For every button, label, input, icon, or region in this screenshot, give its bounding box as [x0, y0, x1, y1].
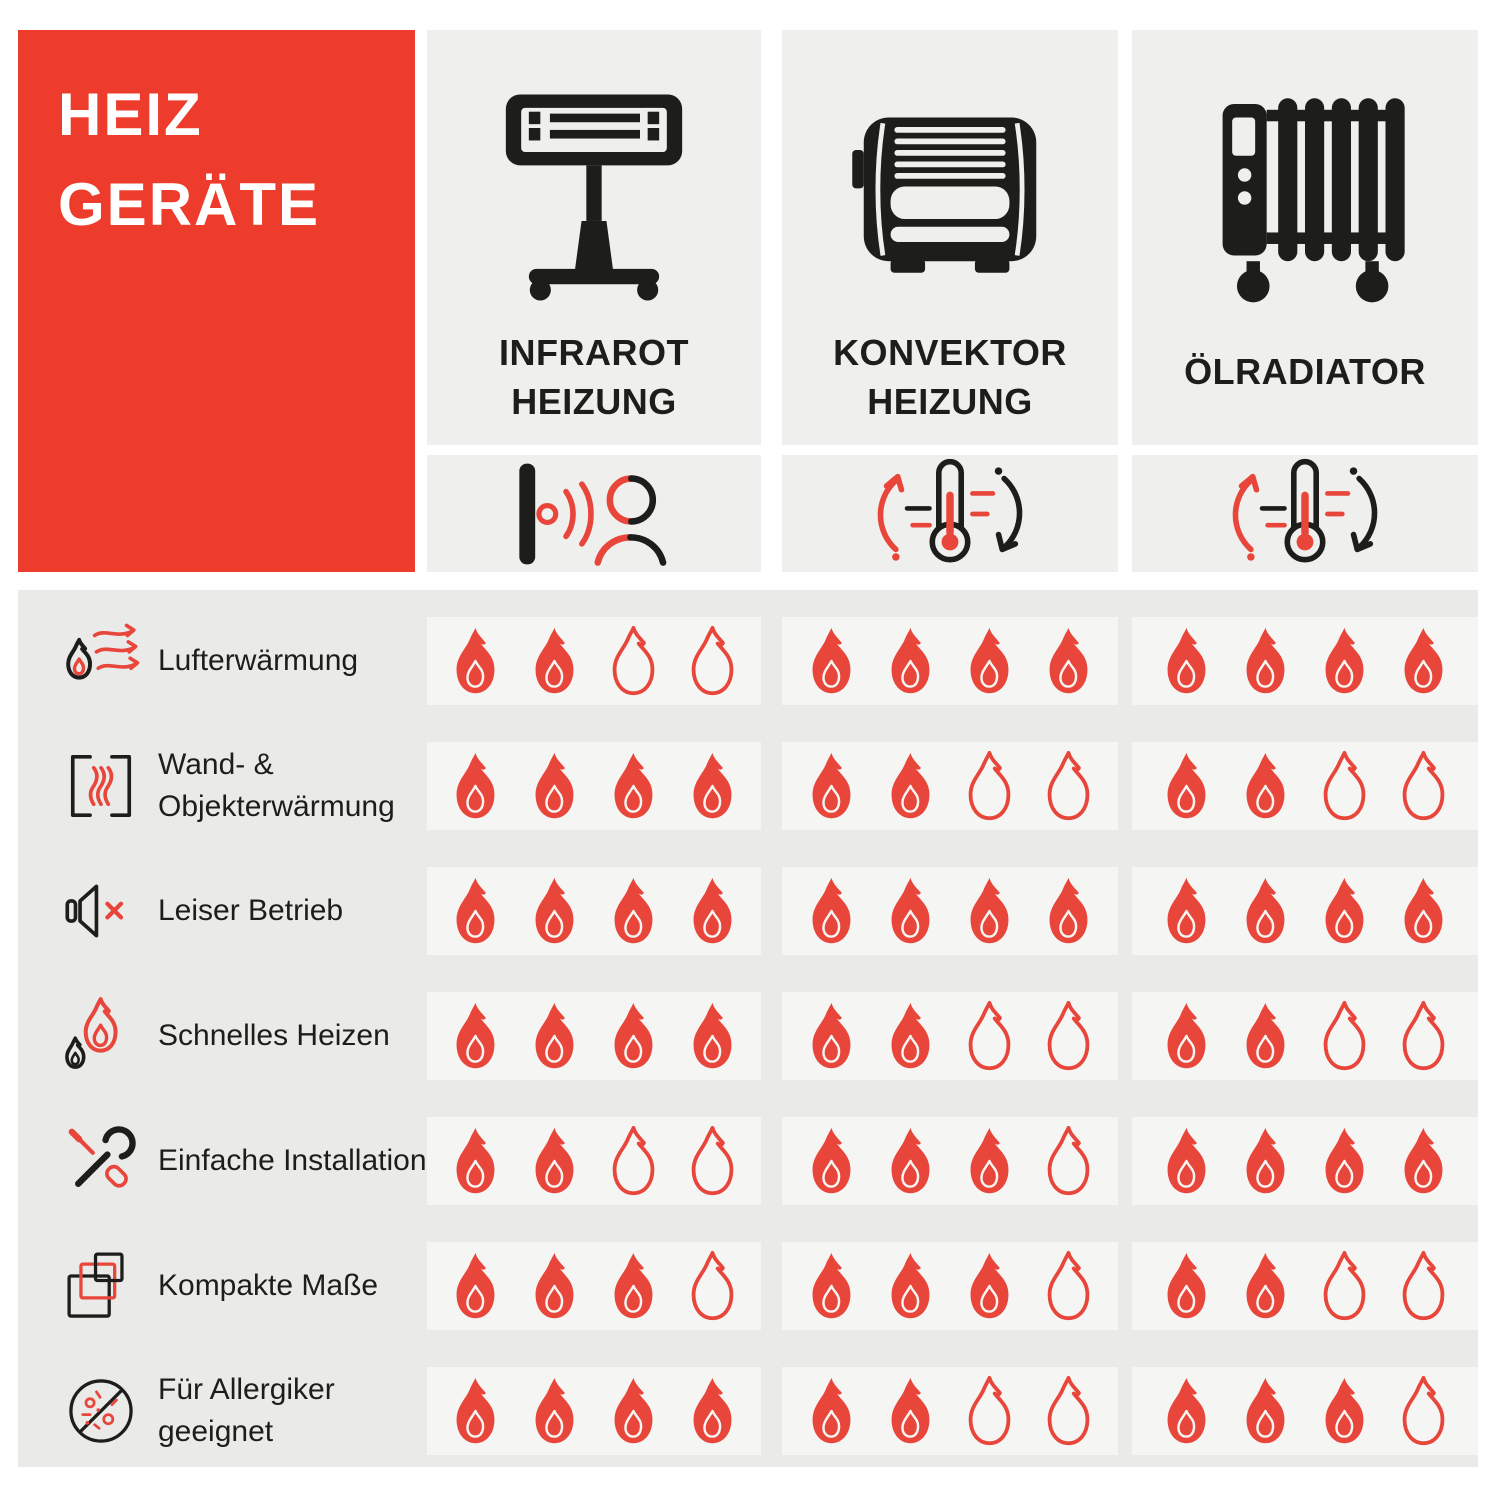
page-title-line1: HEIZ [58, 81, 203, 148]
flame-outline-icon [961, 1000, 1018, 1072]
flame-filled-icon [684, 1000, 741, 1072]
feature-row [18, 1242, 1478, 1330]
flame-filled-icon [1040, 625, 1097, 697]
rating-cell-konvektor [782, 1242, 1118, 1330]
flame-filled-icon [605, 1375, 662, 1447]
flame-outline-icon [1395, 1000, 1452, 1072]
flame-outline-icon [1040, 1000, 1097, 1072]
rating-cell-konvektor [782, 617, 1118, 705]
column-header-infrarotheizung [427, 30, 761, 445]
flame-filled-icon [526, 1000, 583, 1072]
flame-filled-icon [447, 1000, 504, 1072]
flame-outline-icon [605, 625, 662, 697]
rating-cell-oelradiator [1132, 617, 1478, 705]
wall-object-heating-icon [60, 745, 142, 827]
flame-filled-icon [605, 750, 662, 822]
quiet-operation-icon [60, 870, 142, 952]
rating-cell-oelradiator [1132, 1117, 1478, 1205]
rating-cell-konvektor [782, 992, 1118, 1080]
feature-row [18, 1367, 1478, 1455]
flame-filled-icon [1158, 750, 1215, 822]
air-heating-icon [60, 620, 142, 702]
principle-panel-konvektor [782, 455, 1118, 572]
flame-filled-icon [605, 1000, 662, 1072]
rating-cell-infrarot [427, 1242, 761, 1330]
flame-filled-icon [605, 875, 662, 947]
flame-filled-icon [1237, 1000, 1294, 1072]
column-title-line1: ÖLRADIATOR [1184, 351, 1426, 393]
flame-filled-icon [803, 1250, 860, 1322]
rating-cell-konvektor [782, 867, 1118, 955]
compact-size-icon [60, 1245, 142, 1327]
column-title [427, 328, 761, 427]
feature-label [158, 890, 343, 932]
flame-filled-icon [882, 625, 939, 697]
flame-filled-icon [803, 1375, 860, 1447]
column-title-line2: HEIZUNG [511, 381, 677, 423]
flame-filled-icon [1237, 1250, 1294, 1322]
feature-rows [18, 590, 1478, 1455]
flame-filled-icon [1237, 1375, 1294, 1447]
flame-outline-icon [1040, 1125, 1097, 1197]
feature-row [18, 1117, 1478, 1205]
feature-label [158, 1140, 427, 1182]
flame-filled-icon [1158, 1125, 1215, 1197]
flame-filled-icon [882, 1125, 939, 1197]
flame-filled-icon [1316, 1125, 1373, 1197]
flame-filled-icon [605, 1250, 662, 1322]
feature-label-line: Schnelles Heizen [158, 1019, 390, 1052]
column-title-line1: INFRAROT [499, 331, 689, 373]
flame-filled-icon [882, 1000, 939, 1072]
column-header-konvektorheizung [782, 30, 1118, 445]
feature-label [158, 1265, 378, 1307]
rating-cell-oelradiator [1132, 1367, 1478, 1455]
feature-label-line: Kompakte Maße [158, 1269, 379, 1302]
flame-filled-icon [447, 1250, 504, 1322]
flame-outline-icon [1316, 750, 1373, 822]
flame-filled-icon [1316, 1375, 1373, 1447]
feature-label-line: Lufterwärmung [158, 644, 359, 677]
flame-filled-icon [684, 1375, 741, 1447]
flame-outline-icon [1040, 1375, 1097, 1447]
flame-filled-icon [961, 875, 1018, 947]
page-title-line2: GERÄTE [58, 171, 321, 238]
feature-label [158, 744, 395, 828]
flame-filled-icon [447, 1125, 504, 1197]
principle-panel-oelradiator [1132, 455, 1478, 572]
rating-cell-konvektor [782, 1367, 1118, 1455]
rating-cell-infrarot [427, 1117, 761, 1205]
flame-filled-icon [447, 625, 504, 697]
flame-filled-icon [1158, 1375, 1215, 1447]
flame-filled-icon [447, 1375, 504, 1447]
flame-filled-icon [526, 750, 583, 822]
feature-label-line: Wand- & [158, 748, 274, 781]
flame-filled-icon [1158, 625, 1215, 697]
flame-filled-icon [1316, 625, 1373, 697]
flame-filled-icon [1395, 625, 1452, 697]
flame-outline-icon [684, 1125, 741, 1197]
flame-filled-icon [803, 750, 860, 822]
flame-filled-icon [526, 1375, 583, 1447]
flame-filled-icon [1158, 1250, 1215, 1322]
flame-filled-icon [803, 1000, 860, 1072]
flame-filled-icon [1158, 1000, 1215, 1072]
flame-filled-icon [1395, 1125, 1452, 1197]
flame-outline-icon [1395, 750, 1452, 822]
rating-cell-konvektor [782, 1117, 1118, 1205]
feature-label [158, 1015, 390, 1057]
fast-heating-icon [60, 995, 142, 1077]
flame-filled-icon [1237, 750, 1294, 822]
flame-filled-icon [447, 875, 504, 947]
flame-filled-icon [447, 750, 504, 822]
flame-filled-icon [961, 625, 1018, 697]
flame-outline-icon [1316, 1000, 1373, 1072]
feature-label [158, 640, 358, 682]
flame-outline-icon [1316, 1250, 1373, 1322]
feature-label-line: Leiser Betrieb [158, 894, 344, 927]
flame-filled-icon [803, 625, 860, 697]
feature-label-line: Für Allergiker [158, 1373, 335, 1406]
rating-cell-oelradiator [1132, 1242, 1478, 1330]
flame-filled-icon [882, 750, 939, 822]
feature-row [18, 617, 1478, 705]
rating-cell-infrarot [427, 992, 761, 1080]
rating-cell-infrarot [427, 867, 761, 955]
column-title [782, 328, 1118, 427]
flame-filled-icon [803, 875, 860, 947]
flame-outline-icon [1040, 1250, 1097, 1322]
flame-filled-icon [684, 875, 741, 947]
feature-label-line: Objekterwärmung [158, 790, 395, 823]
flame-outline-icon [1395, 1375, 1452, 1447]
flame-outline-icon [1395, 1250, 1452, 1322]
rating-cell-oelradiator [1132, 867, 1478, 955]
convection-thermometer-icon [1195, 458, 1415, 570]
flame-outline-icon [684, 625, 741, 697]
column-title-line1: KONVEKTOR [833, 331, 1067, 373]
flame-filled-icon [882, 1250, 939, 1322]
flame-outline-icon [961, 750, 1018, 822]
column-title [1132, 347, 1478, 427]
flame-filled-icon [526, 875, 583, 947]
column-header-oelradiator [1132, 30, 1478, 445]
principle-panel-infrarot [427, 455, 761, 572]
rating-cell-oelradiator [1132, 992, 1478, 1080]
column-title-line2: HEIZUNG [867, 381, 1033, 423]
comparison-table [18, 590, 1478, 1467]
rating-cell-infrarot [427, 1367, 761, 1455]
flame-filled-icon [961, 1125, 1018, 1197]
feature-label [158, 1369, 335, 1453]
radiant-heat-person-icon [484, 458, 704, 570]
rating-cell-infrarot [427, 617, 761, 705]
flame-filled-icon [1040, 875, 1097, 947]
oil-radiator-icon [1190, 72, 1420, 322]
flame-filled-icon [1395, 875, 1452, 947]
flame-filled-icon [684, 750, 741, 822]
convection-thermometer-icon [840, 458, 1060, 570]
flame-filled-icon [882, 875, 939, 947]
flame-outline-icon [961, 1375, 1018, 1447]
rating-cell-oelradiator [1132, 742, 1478, 830]
flame-filled-icon [1237, 875, 1294, 947]
flame-filled-icon [1316, 875, 1373, 947]
convector-heater-icon [835, 72, 1065, 322]
flame-filled-icon [526, 1125, 583, 1197]
flame-filled-icon [882, 1375, 939, 1447]
feature-row [18, 867, 1478, 955]
flame-filled-icon [1237, 1125, 1294, 1197]
page-title [58, 70, 320, 250]
flame-filled-icon [526, 625, 583, 697]
infrared-heater-icon [479, 72, 709, 322]
rating-cell-infrarot [427, 742, 761, 830]
flame-outline-icon [1040, 750, 1097, 822]
feature-row [18, 742, 1478, 830]
flame-filled-icon [1158, 875, 1215, 947]
flame-filled-icon [1237, 625, 1294, 697]
flame-outline-icon [605, 1125, 662, 1197]
feature-row [18, 992, 1478, 1080]
flame-filled-icon [526, 1250, 583, 1322]
feature-label-line: Einfache Installation [158, 1144, 427, 1177]
easy-installation-icon [60, 1120, 142, 1202]
flame-filled-icon [961, 1250, 1018, 1322]
feature-label-line: geeignet [158, 1415, 274, 1448]
flame-filled-icon [803, 1125, 860, 1197]
flame-outline-icon [684, 1250, 741, 1322]
allergy-suitable-icon [60, 1370, 142, 1452]
rating-cell-konvektor [782, 742, 1118, 830]
title-box [18, 30, 415, 572]
